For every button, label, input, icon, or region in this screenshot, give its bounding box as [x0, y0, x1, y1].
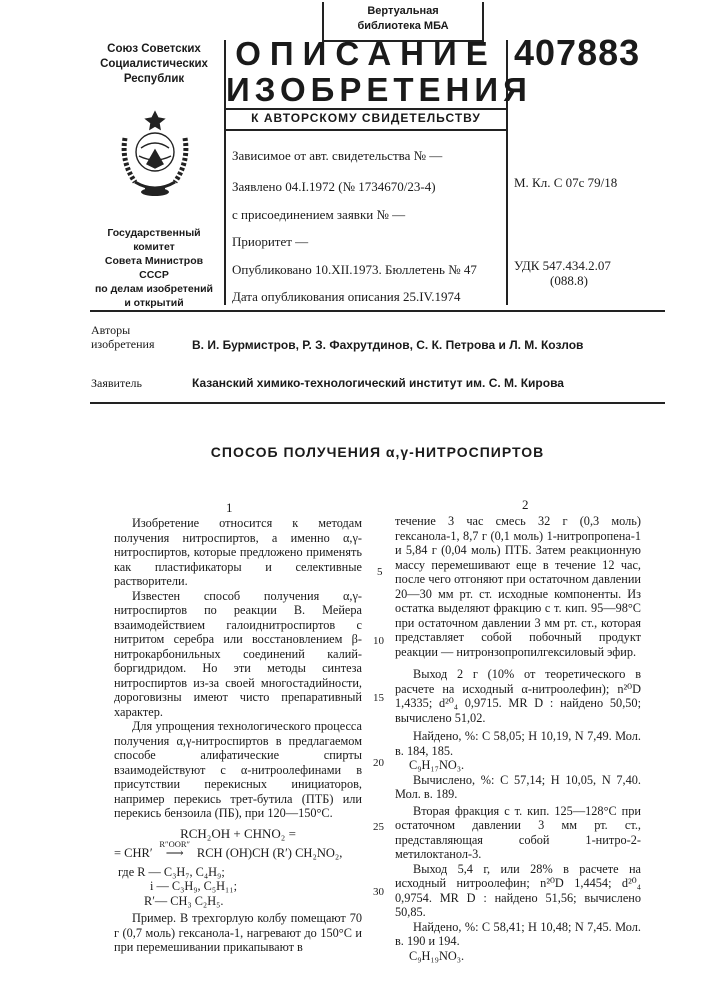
col1-para3: Для упрощения технологического процесса получения α,γ-нитроспиртов в предлагаемом способе алифатические спирты взаимодействуют с α-нитроолефинами в присутствии перекисных инициаторов, например перекись трет-бутила (ПТБ) или перекись бензоила (ПБ), при 120—150°С.: [114, 719, 362, 821]
arrow-icon: ⟶: [166, 846, 184, 860]
line-number-10: 10: [373, 635, 384, 647]
equation-catalyst: R″OOR″: [156, 837, 194, 852]
line-number-25: 25: [373, 821, 384, 833]
document-title: СПОСОБ ПОЛУЧЕНИЯ α,γ-НИТРОСПИРТОВ: [90, 444, 665, 460]
patent-number: 407883: [514, 32, 640, 74]
title-rule-top: [226, 108, 506, 110]
subtitle: К АВТОРСКОМУ СВИДЕТЕЛЬСТВУ: [226, 111, 506, 125]
stamp-line1: Вертуальная: [324, 4, 482, 19]
committee-line1: Государственный комитет: [90, 226, 218, 254]
applicant-name: Казанский химико-технологический институт им. С. М. Кирова: [192, 376, 564, 390]
meta-priority: Приоритет —: [232, 234, 308, 250]
meta-description-date: Дата опубликования описания 25.IV.1974: [232, 289, 461, 305]
where-line3: R′— CH₃ C₂H₅.: [114, 894, 362, 909]
meta-udk2: (088.8): [550, 273, 588, 289]
where-line2: i — C₃H₉, C₅H₁₁;: [114, 879, 362, 894]
authors-names: В. И. Бурмистров, Р. З. Фахрутдинов, С. К. Петрова и Л. М. Козлов: [192, 338, 583, 352]
col1-para2: Известен способ получения α,γ-нитроспиртов по реакции В. Мейера взаимодействием галоиднитроспиртов с нитритом серебра или восстановлением β-нитрокарбонильных соединений калий-боргидридом. Но эти методы синтеза нитроспиртов из-за своей многостадийности, дороговизны имеют чисто препаративный характер.: [114, 589, 362, 720]
column2: [395, 514, 641, 963]
col2-para7: Найдено, %: С 58,41; Н 10,48; N 7,45. Мол. в. 190 и 194.: [395, 920, 641, 949]
col2-para5: Вторая фракция с т. кип. 125—128°С при остаточном давлении 3 мм рт. ст., представляющая собой 1-нитро-2-метилоктанол-3.: [395, 804, 641, 862]
country-line2: Социалистических: [90, 57, 218, 72]
equation-line2-pre: = CHR′: [114, 846, 153, 860]
authors-label-line2: изобретения: [91, 337, 154, 351]
applicant-rule: [90, 402, 665, 404]
stamp-line2: библиотека МБА: [324, 19, 482, 34]
meta-dependent: Зависимое от авт. свидетельства № —: [232, 148, 442, 164]
equation-line1: RCH₂OH + CHNO₂ =: [114, 827, 362, 842]
column2-number: 2: [522, 497, 529, 513]
col1-para1: Изобретение относится к методам получения нитроспиртов, а именно α,γ-нитроспиртов, которые предложено применять как пластификаторы и селективные растворители.: [114, 516, 362, 589]
col2-formula1: C₉H₁₇NO₃.: [395, 758, 641, 773]
col2-para2: Выход 2 г (10% от теоретического в расчете на исходный α-нитроолефин); n²⁰D 1,4335; d²⁰₄ 0,9715. MR D : найдено 50,50; вычислено 51,02.: [395, 667, 641, 725]
meta-published: Опубликовано 10.XII.1973. Бюллетень № 47: [232, 262, 477, 278]
authors-label-line1: Авторы: [91, 323, 154, 337]
line-number-15: 15: [373, 692, 384, 704]
country-line3: Республик: [90, 72, 218, 87]
equation-line2-post: RCH (OH)CH (R′) CH₂NO₂,: [197, 846, 342, 860]
applicant-label: Заявитель: [91, 376, 142, 391]
col2-para6: Выход 5,4 г, или 28% в расчете на исходный нитроолефин; n²⁰D 1,4454; d²⁰₄ 0,9754. MR D : найдено 51,56; вычислено 50,85.: [395, 862, 641, 920]
meta-joined: с присоединением заявки № —: [232, 207, 405, 223]
col2-para4: Вычислено, %: С 57,14; Н 10,05, N 7,40. Мол. в. 189.: [395, 773, 641, 802]
committee-block: [90, 226, 218, 310]
equation-line2: [114, 846, 362, 861]
col2-para1: течение 3 час смесь 32 г (0,3 моль) гексанола-1, 8,7 г (0,1 моль) 1-нитропропена-1 и 5,84 г (0,04 моль) ПТБ. Затем реакционную массу перемешивают еще в течение 12 час, после чего отгоняют при остаточном давлении 20—30 мм рт. ст. исходные компоненты. Из остатка выделяют фракцию с т. кип. 95—98°С при остаточном давлении 3 мм рт. ст., которая представляет собой побочный продукт реакции — нитронзопропилгексиловый эфир.: [395, 514, 641, 659]
header-bottom-rule: [90, 310, 665, 312]
meta-udk1: УДК 547.434.2.07: [514, 258, 611, 274]
authors-label: [91, 323, 154, 351]
column1-number: 1: [226, 500, 233, 516]
ussr-emblem-icon: [117, 108, 193, 200]
country-block: [90, 42, 218, 87]
committee-line2: Совета Министров СССР: [90, 254, 218, 282]
line-number-30: 30: [373, 886, 384, 898]
column1: [114, 516, 362, 955]
committee-line4: и открытий: [90, 296, 218, 310]
country-line1: Союз Советских: [90, 42, 218, 57]
col2-para3: Найдено, %: С 58,05; Н 10,19, N 7,49. Мол. в. 184, 185.: [395, 729, 641, 758]
col1-para4: Пример. В трехгорлую колбу помещают 70 г (0,7 моль) гексанола-1, нагревают до 150°С и при перемешивании прикапывают в: [114, 911, 362, 955]
title-izobreteniya: ИЗОБРЕТЕНИЯ: [226, 72, 506, 108]
committee-line3: по делам изобретений: [90, 282, 218, 296]
meta-mkl: М. Кл. С 07с 79/18: [514, 175, 617, 191]
meta-filed: Заявлено 04.I.1972 (№ 1734670/23-4): [232, 179, 436, 195]
where-line1: где R — C₃H₇, C₄H₉;: [114, 865, 362, 880]
line-number-5: 5: [377, 566, 383, 578]
title-opisanie: ОПИСАНИЕ: [226, 36, 506, 72]
title-rule-bottom: [226, 129, 506, 131]
line-number-20: 20: [373, 757, 384, 769]
col2-formula2: C₉H₁₉NO₃.: [395, 949, 641, 964]
equation-arrow: [156, 846, 194, 861]
